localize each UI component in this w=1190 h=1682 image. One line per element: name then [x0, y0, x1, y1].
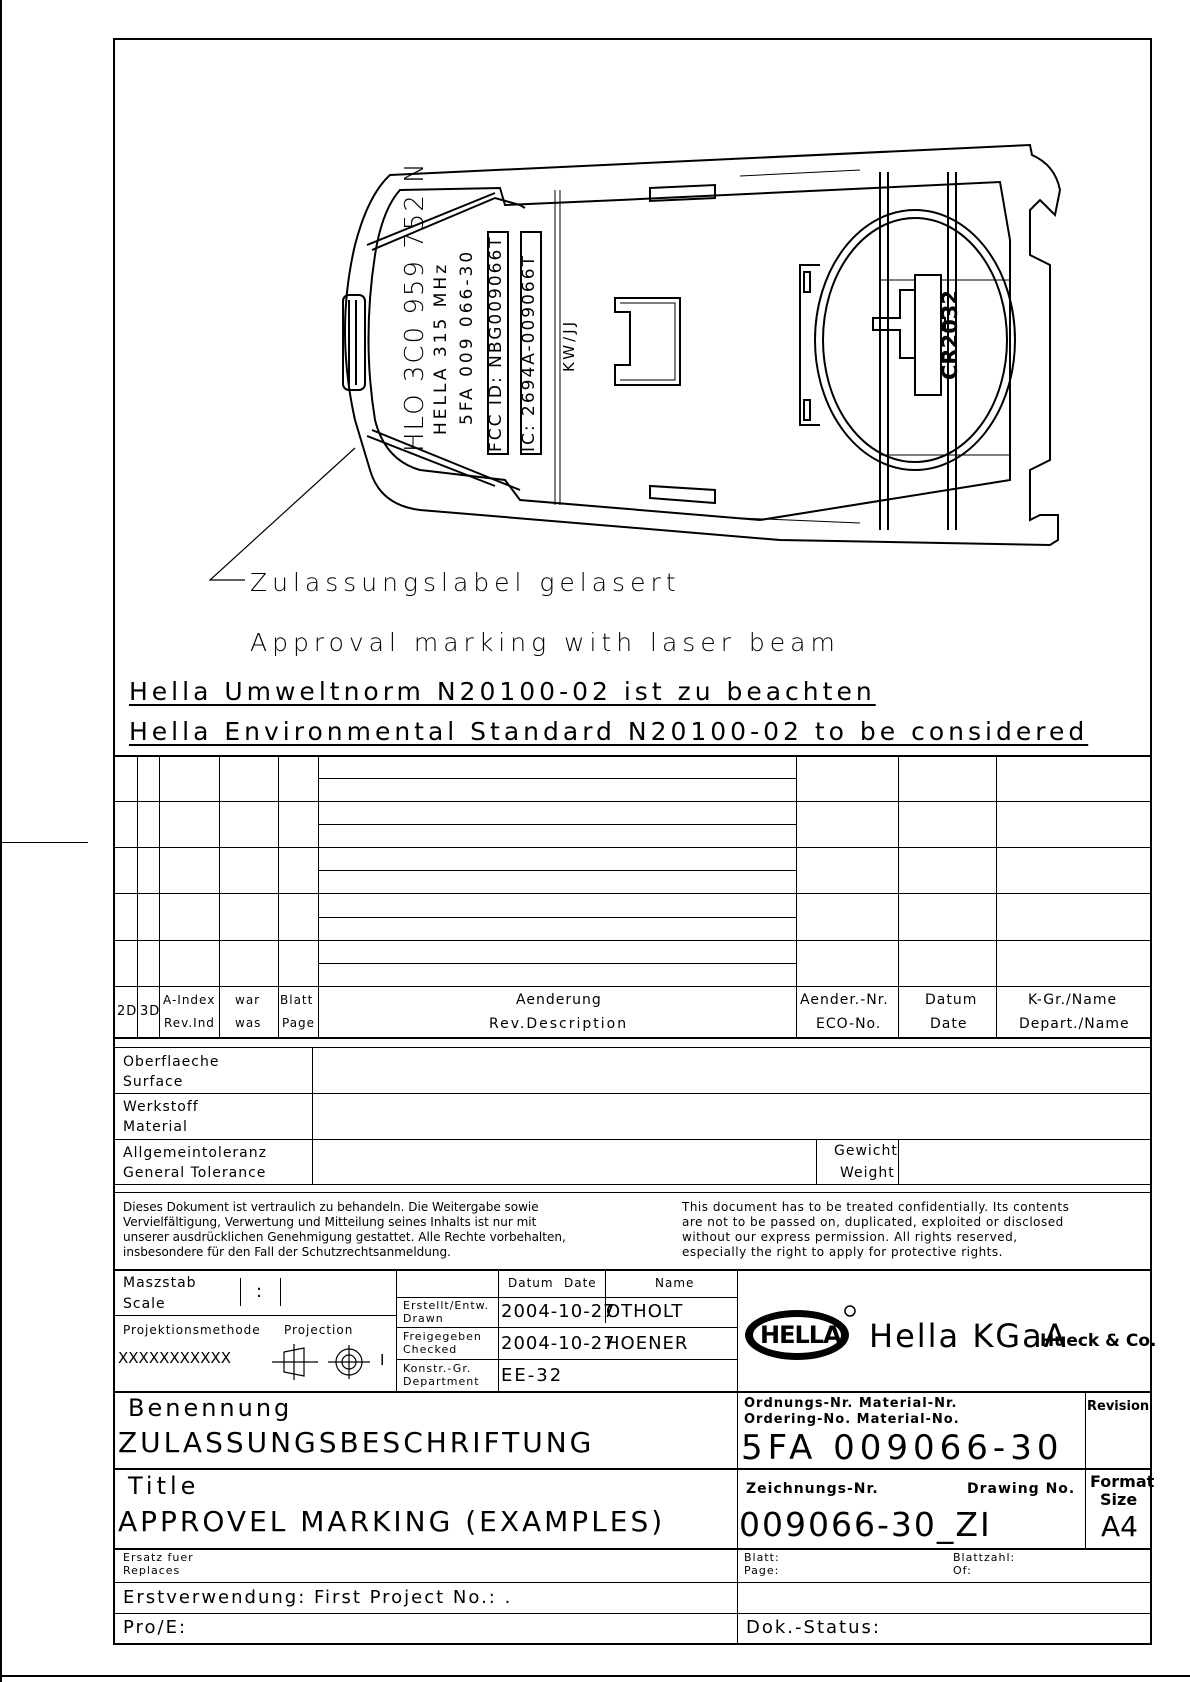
rev-col [219, 755, 220, 1037]
pagecount-en: Of: [953, 1564, 972, 1577]
revision-label: Revision [1087, 1399, 1150, 1414]
rev-hdr-was: was [235, 1016, 262, 1030]
rev-hdr-depart: Depart./Name [1019, 1016, 1130, 1032]
prop-col [816, 1139, 817, 1184]
drawn-name: OTHOLT [606, 1301, 684, 1322]
ordnr-en: Ordering-No. Material-No. [744, 1412, 960, 1427]
first-use: Erstverwendung: First Project No.: . [123, 1587, 513, 1608]
surface-de: Oberflaeche [123, 1054, 220, 1070]
checked-name: HOENER [606, 1333, 689, 1354]
tolerance-de: Allgemeintoleranz [123, 1145, 267, 1161]
tb-checked-line [396, 1359, 737, 1360]
drawn-en: Drawn [403, 1312, 444, 1325]
proj-fill: XXXXXXXXXXX [118, 1349, 232, 1367]
tb-drawn-line [396, 1327, 737, 1328]
key-housing-drawing [113, 38, 1152, 618]
hella-logo-text: HELLA [760, 1321, 841, 1349]
tb-drawno-split [737, 1468, 738, 1470]
page-en: Page: [744, 1564, 780, 1577]
weight-de: Gewicht [834, 1143, 898, 1159]
tb-col-date [498, 1269, 499, 1391]
rev-hdr-kgr: K-Gr./Name [1028, 992, 1118, 1008]
scale-value: : [256, 1281, 263, 1302]
rev-bottom [113, 1037, 1152, 1039]
tb-hdr-line [396, 1297, 737, 1298]
projection-symbol-icon [270, 1342, 385, 1382]
conf-de-4: insbesondere für den Fall der Schutzrechtsanmeldung. [123, 1245, 451, 1259]
prop-line [113, 1139, 1152, 1140]
format-de: Format [1090, 1472, 1155, 1491]
prop-line-2 [113, 1192, 1152, 1193]
label-kw-jj: KW/JJ [560, 318, 578, 372]
name-hdr: Name [655, 1276, 695, 1290]
label-line-2: HELLA 315 MHz [431, 261, 451, 435]
rev-col [898, 755, 899, 1037]
scale-bar-2 [280, 1278, 281, 1306]
rev-hdr-eco: Aender.-Nr. [800, 992, 889, 1008]
tb-col-right [737, 1269, 738, 1645]
label-fcc-id: FCC ID: NBG009066T [486, 235, 506, 452]
proj-en: Projection [284, 1323, 354, 1337]
prop-line [113, 1093, 1152, 1094]
title-value: APPROVEL MARKING (EXAMPLES) [118, 1505, 666, 1538]
note-de: Hella Umweltnorm N20100-02 ist zu beachten [129, 677, 876, 706]
ordnr-de: Ordnungs-Nr. Material-Nr. [744, 1396, 958, 1411]
replaces-de: Ersatz fuer [123, 1551, 194, 1564]
callout-de: Zulassungslabel gelasert [250, 568, 681, 597]
rev-col [318, 755, 319, 1037]
tb-title-line [113, 1468, 1152, 1470]
scale-de: Maszstab [123, 1275, 197, 1291]
conf-en-3: without our express permission. All rights reserved, [682, 1230, 1018, 1244]
rev-hdr-page: Page [282, 1016, 316, 1030]
weight-en: Weight [840, 1165, 895, 1181]
benennung-value: ZULASSUNGSBESCHRIFTUNG [118, 1426, 595, 1459]
ordnr-value: 5FA 009066-30 [741, 1428, 1064, 1468]
scale-en: Scale [123, 1296, 166, 1312]
left-margin-line [0, 0, 2, 1682]
tb-col-left [396, 1269, 397, 1391]
conf-en-4: especially the right to apply for protective rights. [682, 1245, 1003, 1259]
rev-desc-line [318, 963, 796, 964]
rev-hdr-war: war [235, 993, 261, 1007]
rev-hdr-3d: 3D [140, 1004, 161, 1019]
scale-bar-1 [240, 1278, 241, 1306]
tolerance-en: General Tolerance [123, 1165, 267, 1181]
rev-col [278, 755, 279, 1037]
format-value: A4 [1101, 1510, 1138, 1543]
proe-label: Pro/E: [123, 1617, 188, 1638]
rev-desc-line [318, 870, 796, 871]
bottom-margin-line [0, 1675, 1190, 1677]
rev-bottom-2 [113, 1047, 1152, 1048]
rev-hdr-aindex: A-Index [163, 993, 216, 1007]
rev-col [159, 755, 160, 1037]
checked-de: Freigegeben [403, 1330, 482, 1343]
label-ic: IC: 2694A-009066T [519, 254, 539, 452]
proj-de: Projektionsmethode [123, 1323, 261, 1337]
dept-en: Department [403, 1375, 480, 1388]
tb-row-bottom [113, 1391, 1152, 1393]
drawing-no-value: 009066-30_ZI [739, 1505, 992, 1544]
rev-hdr-revind: Rev.Ind [164, 1016, 215, 1030]
rev-hdr-revdesc: Rev.Description [489, 1016, 629, 1032]
left-fold-mark [0, 842, 88, 843]
format-en: Size [1100, 1490, 1138, 1509]
doc-status: Dok.-Status: [746, 1617, 881, 1638]
rev-desc-line [318, 917, 796, 918]
dept-value: EE-32 [501, 1365, 564, 1386]
surface-en: Surface [123, 1074, 184, 1090]
prop-line [113, 1184, 1152, 1185]
tb-replaces-line [113, 1548, 1152, 1550]
replaces-en: Replaces [123, 1564, 181, 1577]
rev-hdr-2d: 2D [117, 1004, 138, 1019]
benennung-label: Benennung [128, 1394, 293, 1422]
proj-roman: I [380, 1351, 385, 1369]
rev-col [996, 755, 997, 1037]
rev-desc-line [318, 824, 796, 825]
material-de: Werkstoff [123, 1099, 199, 1115]
note-en: Hella Environmental Standard N20100-02 to be considered [129, 717, 1089, 746]
material-en: Material [123, 1119, 188, 1135]
dept-de: Konstr.-Gr. [403, 1362, 472, 1375]
rev-hdr-date: Date [930, 1016, 968, 1032]
conf-en-1: This document has to be treated confidentially. Its contents [682, 1200, 1070, 1214]
checked-date: 2004-10-27 [501, 1333, 616, 1354]
prop-col [898, 1139, 899, 1184]
rev-col [796, 755, 797, 1037]
drawn-de: Erstellt/Entw. [403, 1299, 490, 1312]
tb-rev-col [1085, 1391, 1086, 1548]
drawing-no-de: Zeichnungs-Nr. [746, 1481, 879, 1497]
datum-hdr: Datum [508, 1276, 554, 1290]
conf-de-2: Vervielfältigung, Verwertung und Mitteilung seines Inhalts ist nur mit [123, 1215, 537, 1229]
battery-label: CR2032 [938, 289, 962, 380]
page-de: Blatt: [744, 1551, 780, 1564]
conf-en-2: are not to be passed on, duplicated, exploited or disclosed [682, 1215, 1064, 1229]
conf-de-3: unserer ausdrücklichen Genehmigung gestattet. Alle Rechte vorbehalten, [123, 1230, 566, 1244]
title-label: Title [128, 1472, 200, 1500]
pagecount-de: Blattzahl: [953, 1551, 1016, 1564]
tb-firstuse-line [113, 1582, 1152, 1583]
rev-col [137, 755, 138, 1037]
tb-proe-line [113, 1613, 1152, 1614]
rev-hdr-blatt: Blatt [280, 993, 314, 1007]
rev-desc-line [318, 778, 796, 779]
conf-de-1: Dieses Dokument ist vertraulich zu behandeln. Die Weitergabe sowie [123, 1200, 539, 1214]
label-line-3: 5FA 009 066-30 [457, 248, 477, 425]
checked-en: Checked [403, 1343, 458, 1356]
prop-col [312, 1047, 313, 1184]
date-hdr: Date [564, 1276, 597, 1290]
callout-en: Approval marking with laser beam [250, 628, 840, 657]
company-suffix: Hueck & Co. [1040, 1331, 1157, 1351]
drawing-no-en: Drawing No. [967, 1481, 1076, 1497]
rev-hdr-econo: ECO-No. [816, 1016, 882, 1032]
drawn-date: 2004-10-27 [501, 1301, 616, 1322]
tb-scale-line [113, 1315, 396, 1316]
tb-top [113, 1269, 1152, 1271]
rev-hdr-aenderung: Aenderung [516, 992, 602, 1008]
rev-hdr-datum: Datum [925, 992, 978, 1008]
label-line-1: HLO 3C0 959 752 N [400, 161, 430, 452]
company-name: Hella KGaA [869, 1317, 1068, 1355]
